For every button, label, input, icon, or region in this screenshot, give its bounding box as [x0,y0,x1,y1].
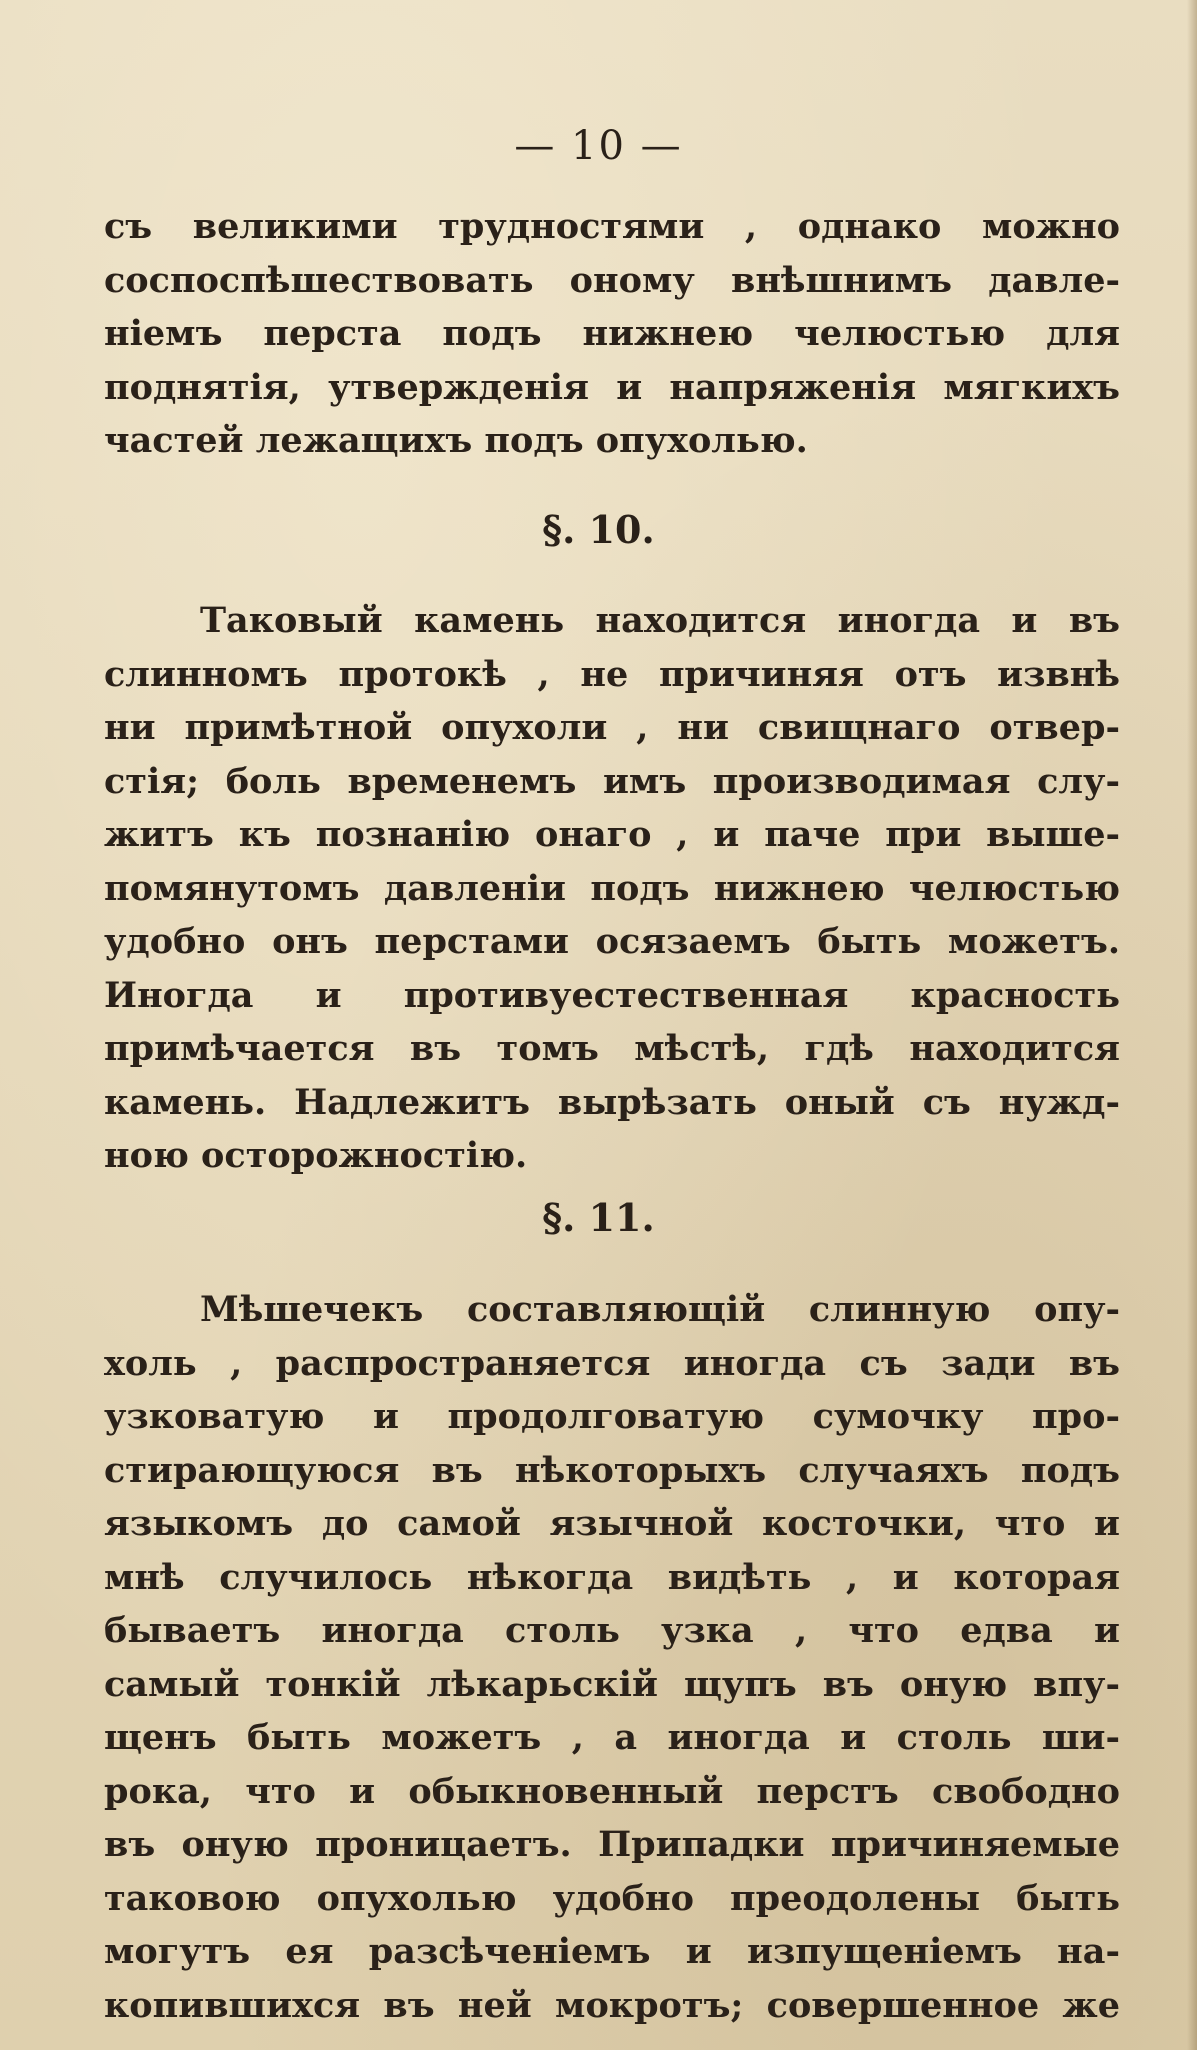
text-line: удобно онъ перстами осязаемъ быть можетъ. [104,921,1120,962]
section-11-heading: §. 11. [542,1195,655,1240]
text-line: бываетъ иногда столь узка , что едва и [104,1610,1120,1651]
text-line: стiя; боль временемъ имъ производимая слу- [104,760,1120,802]
paragraph-continuation [104,200,1120,468]
text-line: поднятiя, утвержденiя и напряженiя мягкихъ [104,366,1120,408]
section-10-paragraph [104,594,1120,1183]
text-line: стирающуюся въ нѣкоторыхъ случаяхъ подъ [104,1449,1120,1491]
text-line: могутъ ея разсѣченiемъ и изпущенiемъ на- [104,1931,1120,1972]
section-11-paragraph [104,1283,1120,2032]
text-line: щенъ быть можетъ , а иногда и столь ши- [104,1717,1120,1758]
text-line: холь , распространяется иногда съ зади въ [104,1342,1120,1384]
text-line: житъ къ познанiю онаго , и паче при выше- [104,814,1120,855]
text-line: Мѣшечекъ составляющiй слинную опу- [200,1289,1120,1330]
section-10-heading: §. 10. [542,507,655,552]
text-line: ни примѣтной опухоли , ни свищнаго отвер- [104,707,1120,748]
text-line: таковою опухолью удобно преодолены быть [104,1877,1120,1919]
text-line: рока, что и обыкновенный перстъ свободно [104,1770,1120,1812]
text-line: языкомъ до самой язычной косточки, что и [104,1503,1120,1544]
text-line: нiемъ перста подъ нижнею челюстью для [104,313,1120,354]
text-line: мнѣ случилось нѣкогда видѣть , и которая [104,1556,1120,1598]
text-line: камень. Надлежитъ вырѣзать оный съ нужд- [104,1081,1120,1123]
page-number: — 10 — [514,123,683,169]
text-line: слинномъ протокѣ , не причиняя отъ извнѣ [104,653,1120,695]
text-line: помянутомъ давленiи подъ нижнею челюстью [104,867,1120,909]
text-line: Иногда и противуестественная красность [104,974,1120,1016]
text-line: частей лежащихъ подъ опухолью. [104,420,808,461]
text-line: копившихся въ ней мокротъ; совершенное же [104,1984,1120,2026]
text-line: съ великими трудностями , однако можно [104,206,1120,247]
page-edge-shadow [1187,0,1197,2050]
text-line: самый тонкiй лѣкарьскiй щупъ въ оную впу- [104,1663,1120,1705]
text-line: узковатую и продолговатую сумочку про- [104,1396,1120,1437]
text-line: примѣчается въ томъ мѣстѣ, гдѣ находится [104,1028,1120,1069]
text-line: Таковый камень находится иногда и въ [200,600,1120,641]
text-line: ною осторожностiю. [104,1135,528,1176]
text-line: въ оную проницаетъ. Припадки причиняемые [104,1824,1120,1865]
text-line: соспоспѣшествовать оному внѣшнимъ давле- [104,259,1120,301]
